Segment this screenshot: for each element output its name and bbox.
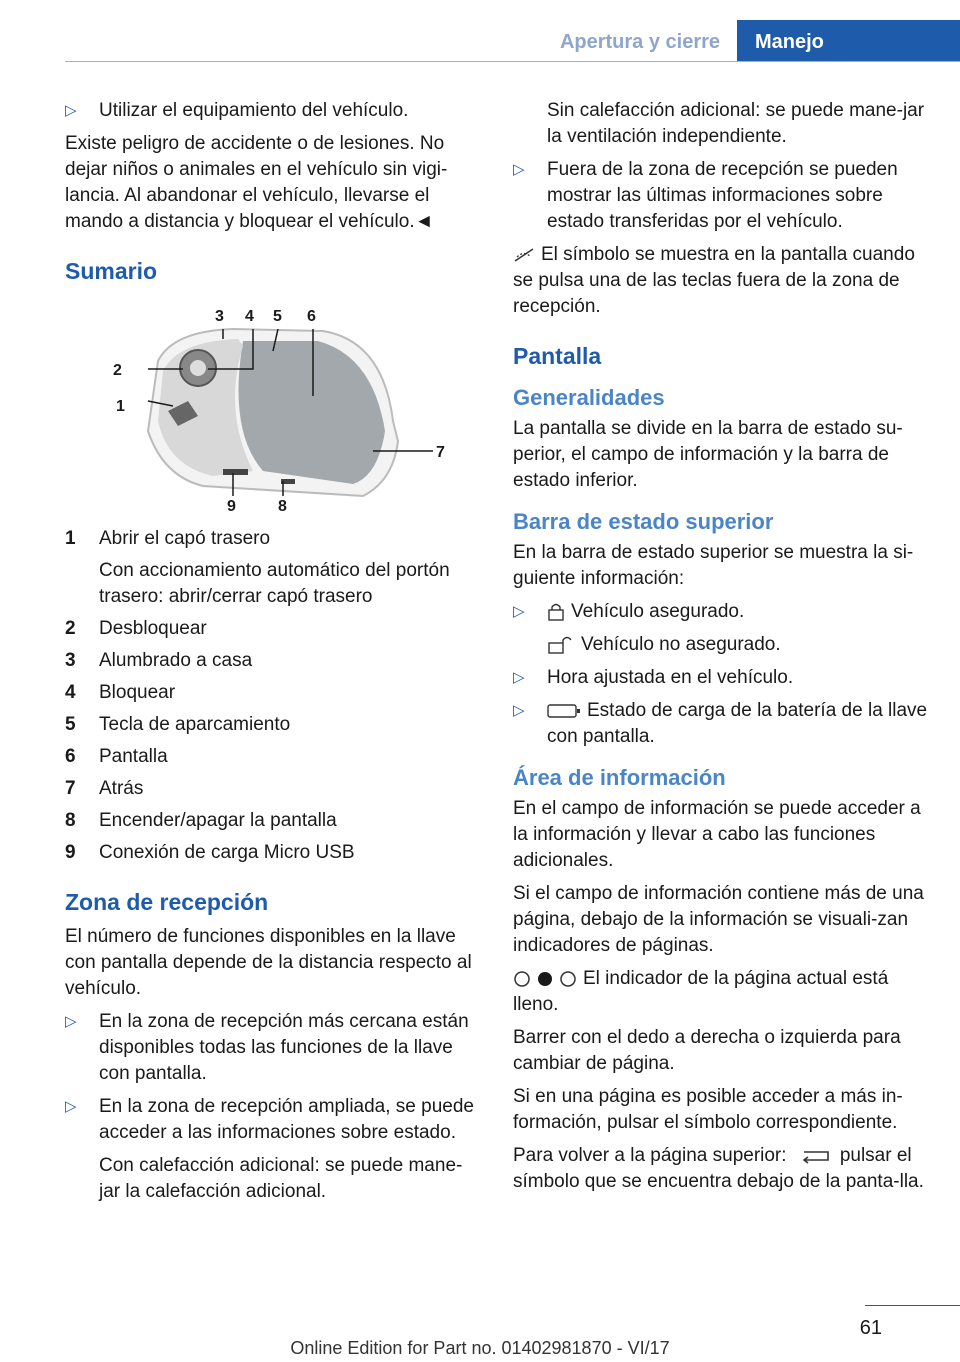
indicator-paragraph: El indicador de la página actual está lleno. bbox=[513, 968, 889, 1015]
legend-item: 4 Bloquear bbox=[65, 682, 176, 703]
barra-text: En la barra de estado superior se muestra la si-guiente información: bbox=[513, 542, 914, 589]
generalidades-text: La pantalla se divide en la barra de estado su-perior, el campo de información y la barra de estado inferior. bbox=[513, 418, 903, 491]
heading-zona: Zona de recepción bbox=[65, 889, 269, 915]
legend-item: 7 Atrás bbox=[65, 778, 144, 799]
legend-item: 9 Conexión de carga Micro USB bbox=[65, 842, 355, 863]
back-paragraph: Para volver a la página superior: pulsar el símbolo que se encuentra debajo de la panta-lla. bbox=[513, 1145, 924, 1192]
legend-item: 3 Alumbrado a casa bbox=[65, 650, 253, 671]
figure-label-7: 7 bbox=[436, 444, 445, 461]
bullet-triangle-icon: ▷ bbox=[65, 102, 77, 119]
bullet-triangle-icon: ▷ bbox=[65, 1098, 77, 1115]
page-header bbox=[0, 20, 960, 62]
footer-edition: Online Edition for Part no. 01402981870 - VI/17 bbox=[290, 1338, 670, 1358]
figure-label-2: 2 bbox=[113, 362, 122, 379]
figure-label-6: 6 bbox=[307, 308, 316, 325]
bullet-triangle-icon: ▷ bbox=[513, 702, 525, 719]
page-dots-icon bbox=[513, 970, 577, 988]
header-divider bbox=[65, 61, 960, 62]
bullet-triangle-icon: ▷ bbox=[513, 669, 525, 686]
legend-item: 5 Tecla de aparcamiento bbox=[65, 714, 291, 735]
battery-icon bbox=[547, 703, 581, 719]
zona-intro: El número de funciones disponibles en la llave con pantalla depende de la distancia respecto al vehículo. bbox=[65, 926, 472, 999]
display-key-image bbox=[103, 301, 483, 516]
warning-text: Existe peligro de accidente o de lesiones. No dejar niños o animales en el vehículo sin vigi-lancia. Al abandonar el vehículo, llevarse el mando a distancia y bloquear el vehículo.◄ bbox=[65, 133, 448, 232]
section-tab[interactable]: Apertura y cierre bbox=[559, 31, 721, 53]
figure-label-9: 9 bbox=[227, 498, 236, 515]
legend-item: 8 Encender/apagar la pantalla bbox=[65, 810, 337, 831]
footer-divider bbox=[865, 1305, 960, 1306]
list-item: ▷ Estado de carga de la batería de la llave con pantalla. bbox=[513, 700, 928, 747]
heading-barra-estado: Barra de estado superior bbox=[513, 509, 774, 534]
right-column bbox=[513, 98, 928, 1202]
bullet-triangle-icon: ▷ bbox=[513, 603, 525, 620]
back-arrow-icon bbox=[798, 1148, 834, 1164]
heading-generalidades: Generalidades bbox=[513, 385, 665, 410]
lock-closed-icon bbox=[547, 602, 565, 622]
list-item: ▷ En la zona de recepción más cercana están disponibles todas las funciones de la llave con pantalla. bbox=[65, 1011, 469, 1084]
swipe-paragraph: Barrer con el dedo a derecha o izquierda para cambiar de página. bbox=[513, 1027, 901, 1074]
area-paragraph-2: Si el campo de información contiene más de una página, debajo de la información se visuali-zan indicadores de páginas. bbox=[513, 883, 924, 956]
heading-area-informacion: Área de información bbox=[513, 765, 726, 790]
no-signal-icon bbox=[513, 247, 535, 263]
legend-list bbox=[65, 526, 480, 866]
list-subitem: Con calefacción adicional: se puede mane-jar la calefacción adicional. bbox=[99, 1155, 463, 1202]
figure-label-3: 3 bbox=[215, 308, 224, 325]
heading-sumario: Sumario bbox=[65, 258, 158, 284]
page-number: 61 bbox=[859, 1317, 882, 1339]
bullet-triangle-icon: ▷ bbox=[513, 161, 525, 178]
figure-label-4: 4 bbox=[245, 308, 254, 325]
heading-pantalla: Pantalla bbox=[513, 343, 602, 369]
figure-label-1: 1 bbox=[116, 398, 125, 415]
list-subitem: Sin calefacción adicional: se puede mane-jar la ventilación independiente. bbox=[547, 100, 925, 147]
legend-item: 2 Desbloquear bbox=[65, 618, 207, 639]
symbol-paragraph: El símbolo se muestra en la pantalla cuando se pulsa una de las teclas fuera de la zona de recepción. bbox=[513, 244, 915, 317]
list-item: ▷ Hora ajustada en el vehículo. bbox=[513, 665, 928, 691]
figure-label-5: 5 bbox=[273, 308, 282, 325]
legend-item: 1 Abrir el capó trasero Con accionamiento automático del portón trasero: abrir/cerrar capó trasero bbox=[65, 528, 450, 607]
left-column bbox=[65, 98, 480, 1212]
list-subitem: Vehículo no asegurado. bbox=[513, 632, 928, 658]
list-item: ▷ Utilizar el equipamiento del vehículo. bbox=[65, 98, 480, 124]
figure-label-8: 8 bbox=[278, 498, 287, 515]
list-item: ▷ Vehículo asegurado. bbox=[513, 599, 928, 625]
legend-item: 6 Pantalla bbox=[65, 746, 168, 767]
more-info-paragraph: Si en una página es posible acceder a más in-formación, pulsar el símbolo correspondiente. bbox=[513, 1086, 903, 1133]
lock-open-icon bbox=[547, 635, 575, 655]
area-paragraph-1: En el campo de información se puede acceder a la información y llevar a cabo las funciones adicionales. bbox=[513, 798, 921, 871]
list-item: ▷ En la zona de recepción ampliada, se puede acceder a las informaciones sobre estado. bbox=[65, 1096, 474, 1143]
bullet-triangle-icon: ▷ bbox=[65, 1013, 77, 1030]
chapter-tab[interactable]: Manejo bbox=[737, 20, 960, 62]
key-illustration bbox=[103, 301, 483, 516]
list-item: ▷ Fuera de la zona de recepción se pueden mostrar las últimas informaciones sobre estado transferidas por el vehículo. bbox=[513, 159, 898, 232]
